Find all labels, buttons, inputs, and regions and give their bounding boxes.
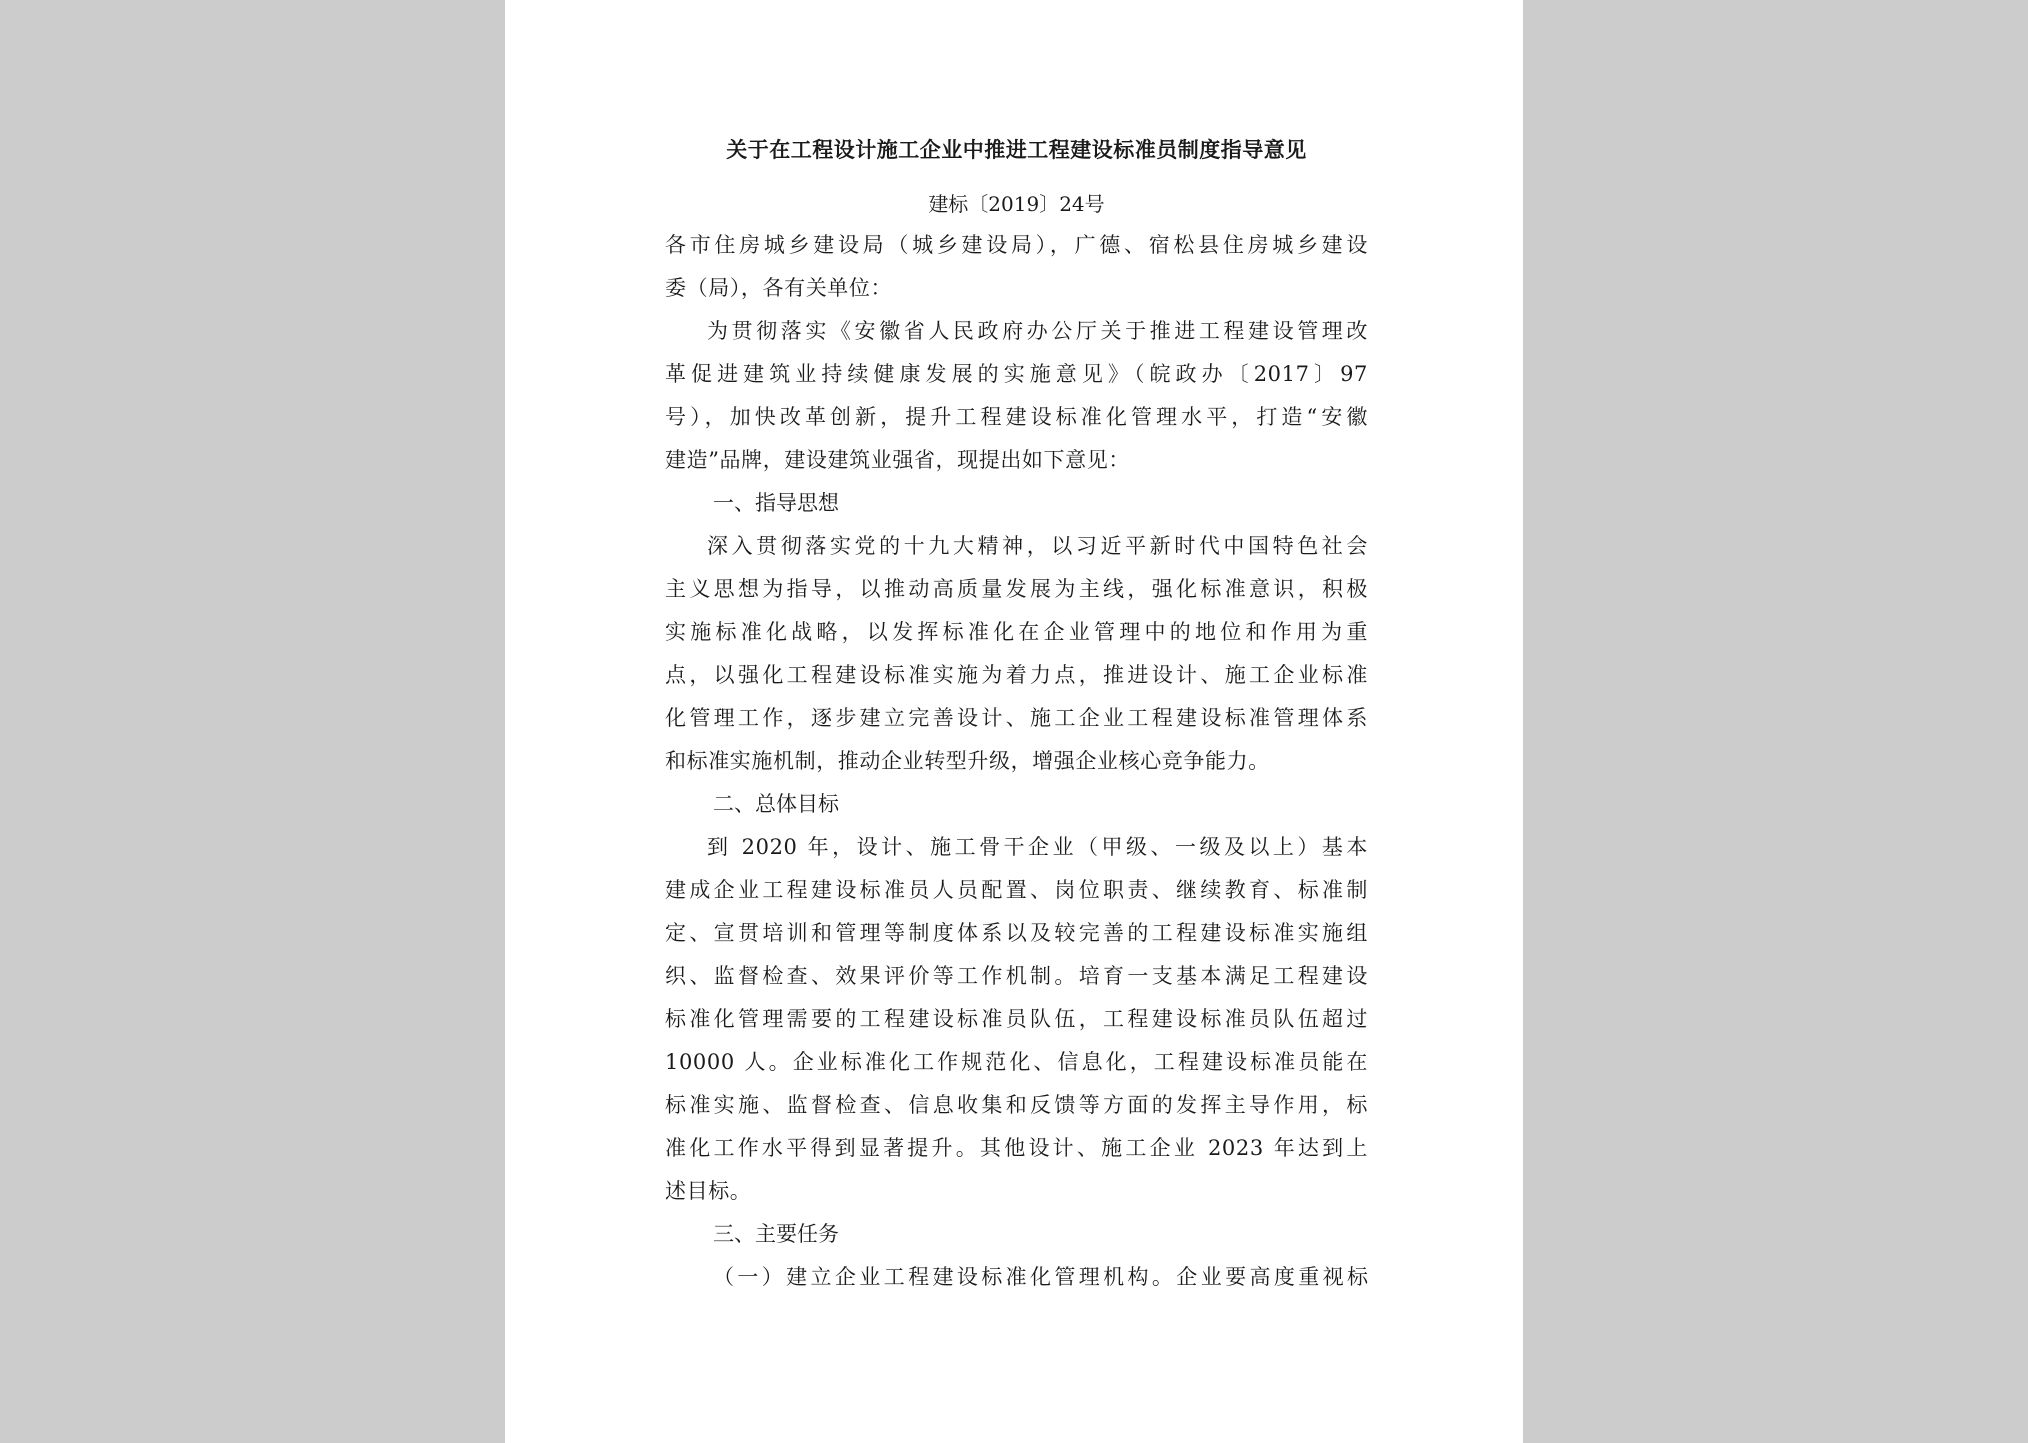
paragraph-line: 准化工作水平得到显著提升。其他设计、施工企业 2023 年达到上 <box>665 1136 1368 1160</box>
paragraph-line: 10000 人。企业标准化工作规范化、信息化，工程建设标准员能在 <box>665 1050 1368 1074</box>
section-heading-main-tasks: 三、主要任务 <box>713 1222 839 1246</box>
paragraph-line: 革促进建筑业持续健康发展的实施意见》（皖政办〔2017〕97 <box>665 362 1368 386</box>
addressee-line: 委（局），各有关单位： <box>665 276 893 300</box>
section1-paragraph <box>665 525 1368 783</box>
paragraph-line: 建造”品牌，建设建筑业强省，现提出如下意见： <box>665 448 1130 472</box>
paragraph-line: 述目标。 <box>665 1179 752 1203</box>
addressee <box>665 224 1368 310</box>
task-item-1: （一）建立企业工程建设标准化管理机构。企业要高度重视标 <box>713 1265 1368 1289</box>
document-title: 关于在工程设计施工企业中推进工程建设标准员制度指导意见 <box>726 138 1307 162</box>
paragraph-line: 点，以强化工程建设标准实施为着力点，推进设计、施工企业标准 <box>665 663 1368 687</box>
section2-paragraph <box>665 826 1368 1213</box>
paragraph-line: 标准实施、监督检查、信息收集和反馈等方面的发挥主导作用，标 <box>665 1093 1368 1117</box>
document-page <box>505 0 1523 1443</box>
paragraph-line: 号），加快改革创新，提升工程建设标准化管理水平，打造“安徽 <box>665 405 1368 429</box>
paragraph-line: 和标准实施机制，推动企业转型升级，增强企业核心竞争能力。 <box>665 749 1270 773</box>
intro-paragraph <box>665 310 1368 482</box>
section-heading-overall-goal: 二、总体目标 <box>713 792 839 816</box>
addressee-line: 各市住房城乡建设局（城乡建设局），广德、宿松县住房城乡建设 <box>665 233 1368 257</box>
paragraph-line: 为贯彻落实《安徽省人民政府办公厅关于推进工程建设管理改 <box>707 319 1368 343</box>
paragraph-line: 定、宣贯培训和管理等制度体系以及较完善的工程建设标准实施组 <box>665 921 1368 945</box>
paragraph-line: 建成企业工程建设标准员人员配置、岗位职责、继续教育、标准制 <box>665 878 1368 902</box>
section-heading-guiding-thought: 一、指导思想 <box>713 491 839 515</box>
paragraph-line: 主义思想为指导，以推动高质量发展为主线，强化标准意识，积极 <box>665 577 1368 601</box>
paragraph-line: 实施标准化战略，以发挥标准化在企业管理中的地位和作用为重 <box>665 620 1368 644</box>
document-number: 建标〔2019〕24号 <box>928 192 1105 216</box>
paragraph-line: 深入贯彻落实党的十九大精神，以习近平新时代中国特色社会 <box>707 534 1368 558</box>
paragraph-line: 化管理工作，逐步建立完善设计、施工企业工程建设标准管理体系 <box>665 706 1368 730</box>
paragraph-line: 标准化管理需要的工程建设标准员队伍，工程建设标准员队伍超过 <box>665 1007 1368 1031</box>
paragraph-line: 织、监督检查、效果评价等工作机制。培育一支基本满足工程建设 <box>665 964 1368 988</box>
page-content <box>665 130 1368 1299</box>
paragraph-line: 到 2020 年，设计、施工骨干企业（甲级、一级及以上）基本 <box>707 835 1368 859</box>
